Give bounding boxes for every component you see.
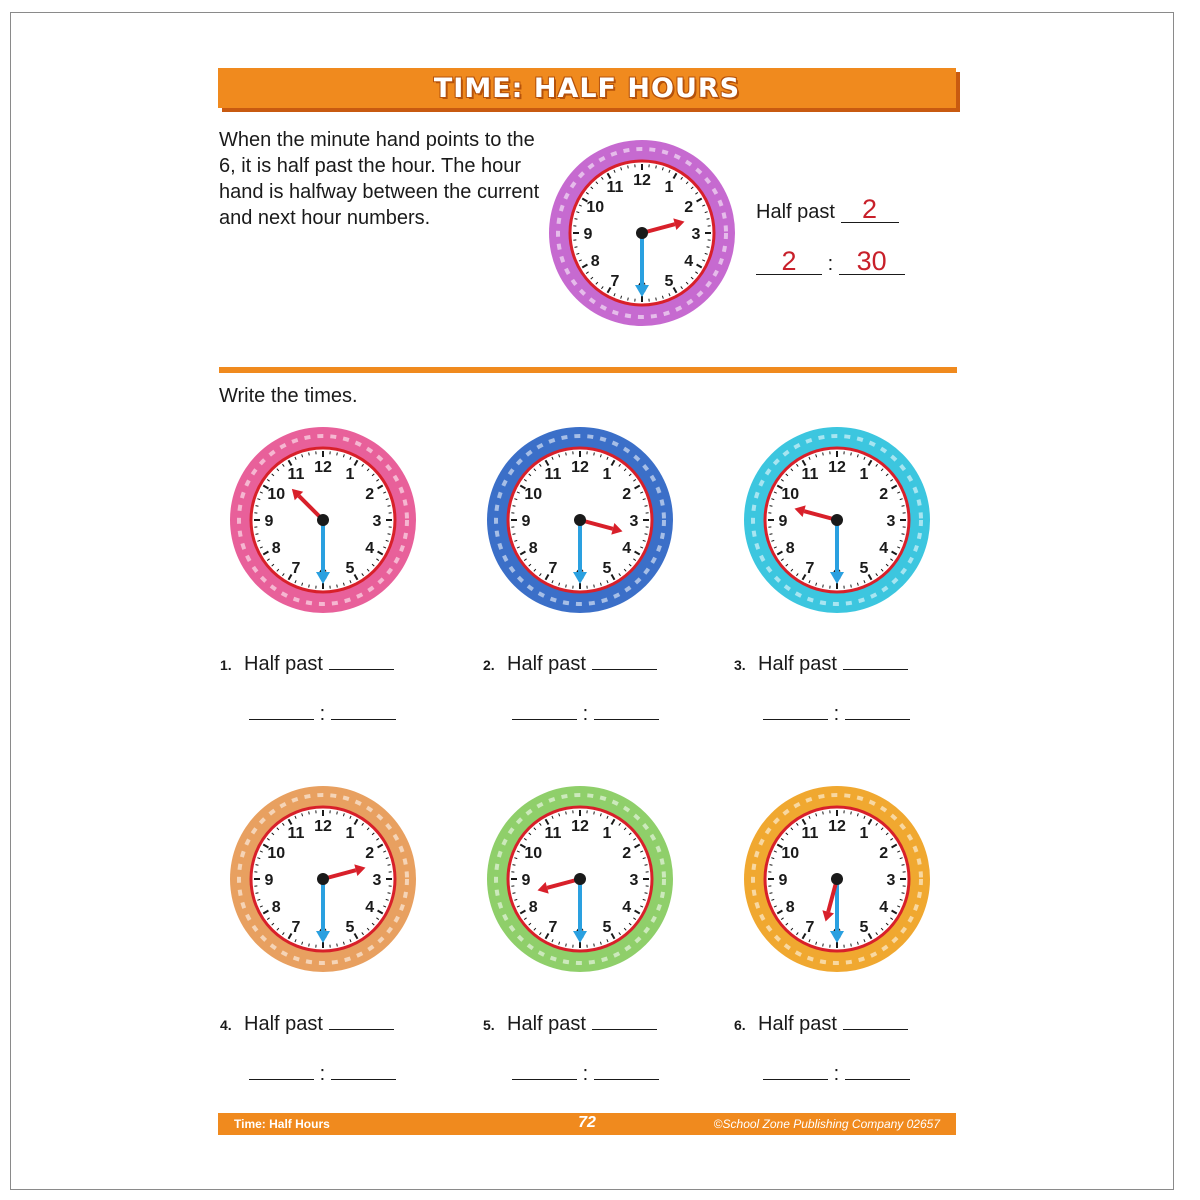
example-half-past-answer: 2	[841, 196, 899, 223]
clock-number: 9	[264, 872, 274, 889]
clock-number: 12	[633, 172, 651, 189]
example-digital-line	[756, 248, 905, 276]
question-number: 6.	[734, 1017, 746, 1033]
tick-mark	[256, 534, 259, 535]
clock-number: 8	[271, 899, 281, 916]
tick-mark	[707, 247, 710, 248]
clock-number: 3	[886, 872, 896, 889]
question-number: 5.	[483, 1017, 495, 1033]
question-2-digital	[512, 703, 659, 726]
title-banner	[218, 68, 956, 108]
answer-blank[interactable]	[843, 1029, 908, 1030]
minute-blank[interactable]	[594, 1079, 659, 1080]
clock-number: 3	[691, 226, 701, 243]
tick-mark	[628, 298, 629, 301]
hour-blank[interactable]	[249, 719, 314, 720]
answer-blank[interactable]	[329, 669, 394, 670]
tick-mark	[770, 506, 773, 507]
tick-mark	[309, 812, 310, 815]
tick-mark	[337, 944, 338, 947]
tick-mark	[337, 585, 338, 588]
half-past-label: Half past	[507, 1013, 586, 1035]
clock-number: 5	[345, 559, 355, 577]
hour-blank[interactable]	[763, 1079, 828, 1080]
clock-number: 9	[583, 226, 593, 243]
clock-center-pin	[636, 227, 648, 239]
tick-mark	[513, 865, 516, 866]
clock-question-2	[485, 425, 675, 615]
clock-number: 9	[521, 872, 531, 889]
clock-center-pin	[317, 514, 329, 526]
tick-mark	[566, 944, 567, 947]
tick-mark	[388, 506, 391, 507]
tick-mark	[851, 585, 852, 588]
clock-number: 7	[610, 272, 620, 290]
tick-mark	[770, 865, 773, 866]
clock-number: 4	[879, 540, 889, 557]
colon: :	[833, 1063, 840, 1085]
tick-mark	[594, 944, 595, 947]
question-number: 2.	[483, 657, 495, 673]
example-half-past-line	[756, 196, 899, 224]
colon: :	[582, 1063, 589, 1085]
question-1-digital	[249, 703, 396, 726]
tick-mark	[656, 166, 657, 169]
clock-number: 4	[622, 899, 632, 916]
tick-mark	[902, 506, 905, 507]
tick-mark	[902, 534, 905, 535]
tick-mark	[566, 812, 567, 815]
tick-mark	[770, 534, 773, 535]
question-number: 3.	[734, 657, 746, 673]
colon: :	[319, 1063, 326, 1085]
answer-blank[interactable]	[843, 669, 908, 670]
half-past-label: Half past	[244, 653, 323, 675]
clock-number: 10	[524, 486, 543, 503]
clock-number: 12	[571, 818, 589, 835]
clock-number: 4	[684, 253, 694, 270]
tick-mark	[513, 893, 516, 894]
half-past-label: Half past	[758, 653, 837, 675]
clock-number: 11	[544, 466, 562, 484]
clock-number: 12	[828, 818, 846, 835]
tick-mark	[628, 166, 629, 169]
clock-number: 9	[264, 513, 274, 530]
clock-number: 12	[571, 459, 589, 476]
tick-mark	[823, 585, 824, 588]
hour-blank[interactable]	[763, 719, 828, 720]
question-3-half-past	[734, 653, 908, 676]
clock-number: 3	[886, 513, 896, 530]
clock-number: 11	[801, 825, 819, 843]
page-number: 72	[578, 1114, 596, 1131]
clock-question-6	[742, 784, 932, 974]
tick-mark	[256, 506, 259, 507]
page-title: TIME: HALF HOURS	[433, 72, 741, 104]
clock-number: 10	[781, 486, 800, 503]
question-2-half-past	[483, 653, 657, 676]
clock-number: 10	[524, 845, 543, 862]
clock-number: 2	[879, 486, 889, 503]
tick-mark	[309, 585, 310, 588]
clock-number: 12	[828, 459, 846, 476]
footer-bar	[218, 1113, 956, 1135]
clock-number: 12	[314, 459, 332, 476]
hour-blank[interactable]	[512, 1079, 577, 1080]
clock-number: 4	[365, 899, 375, 916]
clock-number: 1	[664, 179, 674, 197]
clock-number: 8	[528, 899, 538, 916]
colon: :	[582, 703, 589, 725]
clock-number: 5	[602, 559, 612, 577]
question-5-half-past	[483, 1013, 657, 1036]
colon: :	[319, 703, 326, 725]
clock-number: 4	[879, 899, 889, 916]
clock-number: 5	[859, 559, 869, 577]
clock-number: 8	[785, 899, 795, 916]
clock-number: 2	[684, 199, 694, 216]
question-number: 4.	[220, 1017, 232, 1033]
question-4-half-past	[220, 1013, 394, 1036]
clock-number: 11	[287, 466, 305, 484]
answer-blank[interactable]	[592, 669, 657, 670]
tick-mark	[256, 893, 259, 894]
clock-number: 1	[859, 825, 869, 843]
tick-mark	[770, 893, 773, 894]
clock-number: 1	[345, 825, 355, 843]
clock-number: 11	[801, 466, 819, 484]
clock-center-pin	[574, 873, 586, 885]
tick-mark	[851, 812, 852, 815]
minute-blank[interactable]	[594, 719, 659, 720]
tick-mark	[309, 944, 310, 947]
question-5-digital	[512, 1063, 659, 1086]
clock-number: 8	[271, 540, 281, 557]
example-hour-answer: 2	[756, 248, 822, 275]
clock-number: 3	[629, 872, 639, 889]
clock-question-3	[742, 425, 932, 615]
minute-blank[interactable]	[845, 1079, 910, 1080]
tick-mark	[594, 585, 595, 588]
half-past-label: Half past	[758, 1013, 837, 1035]
hour-blank[interactable]	[249, 1079, 314, 1080]
clock-number: 9	[521, 513, 531, 530]
clock-number: 7	[291, 559, 301, 577]
tick-mark	[823, 812, 824, 815]
tick-mark	[388, 893, 391, 894]
clock-question-4	[228, 784, 418, 974]
clock-number: 1	[602, 466, 612, 484]
tick-mark	[823, 453, 824, 456]
clock-number: 11	[287, 825, 305, 843]
example-half-past-label: Half past	[756, 201, 835, 223]
clock-number: 10	[781, 845, 800, 862]
clock-number: 2	[622, 486, 632, 503]
clock-number: 2	[879, 845, 889, 862]
answer-blank[interactable]	[592, 1029, 657, 1030]
tick-mark	[513, 506, 516, 507]
question-number: 1.	[220, 657, 232, 673]
clock-number: 10	[586, 199, 605, 216]
tick-mark	[707, 219, 710, 220]
clock-number: 4	[365, 540, 375, 557]
tick-mark	[902, 865, 905, 866]
clock-number: 7	[548, 559, 558, 577]
half-past-label: Half past	[244, 1013, 323, 1035]
minute-blank[interactable]	[331, 1079, 396, 1080]
clock-question-1	[228, 425, 418, 615]
tick-mark	[902, 893, 905, 894]
clock-number: 7	[291, 918, 301, 936]
tick-mark	[337, 453, 338, 456]
tick-mark	[851, 944, 852, 947]
clock-number: 7	[805, 918, 815, 936]
footer-section-title: Time: Half Hours	[234, 1117, 330, 1131]
tick-mark	[656, 298, 657, 301]
minute-blank[interactable]	[845, 719, 910, 720]
example-clock	[547, 138, 737, 328]
tick-mark	[513, 534, 516, 535]
clock-number: 8	[590, 253, 600, 270]
section-divider	[219, 367, 957, 373]
instruction-text: Write the times.	[219, 385, 358, 407]
tick-mark	[566, 453, 567, 456]
tick-mark	[594, 812, 595, 815]
question-4-digital	[249, 1063, 396, 1086]
clock-center-pin	[831, 514, 843, 526]
tick-mark	[256, 865, 259, 866]
tick-mark	[594, 453, 595, 456]
clock-number: 2	[365, 845, 375, 862]
clock-number: 5	[664, 272, 674, 290]
clock-number: 2	[622, 845, 632, 862]
answer-blank[interactable]	[329, 1029, 394, 1030]
clock-number: 1	[602, 825, 612, 843]
clock-center-pin	[831, 873, 843, 885]
tick-mark	[823, 944, 824, 947]
tick-mark	[645, 534, 648, 535]
question-6-half-past	[734, 1013, 908, 1036]
tick-mark	[337, 812, 338, 815]
clock-center-pin	[317, 873, 329, 885]
tick-mark	[645, 893, 648, 894]
clock-number: 9	[778, 513, 788, 530]
clock-number: 3	[629, 513, 639, 530]
clock-number: 10	[267, 845, 286, 862]
clock-number: 5	[602, 918, 612, 936]
example-colon: :	[827, 253, 834, 275]
tick-mark	[388, 865, 391, 866]
colon: :	[833, 703, 840, 725]
question-6-digital	[763, 1063, 910, 1086]
question-3-digital	[763, 703, 910, 726]
clock-number: 2	[365, 486, 375, 503]
clock-number: 7	[805, 559, 815, 577]
intro-text: When the minute hand points to the 6, it is half past the hour. The hour hand is halfway between the current and next hour numbers.	[219, 129, 540, 229]
clock-center-pin	[574, 514, 586, 526]
clock-number: 1	[345, 466, 355, 484]
tick-mark	[575, 219, 578, 220]
clock-number: 8	[528, 540, 538, 557]
half-past-label: Half past	[507, 653, 586, 675]
clock-number: 11	[544, 825, 562, 843]
example-minute-answer: 30	[839, 248, 905, 275]
tick-mark	[645, 865, 648, 866]
clock-number: 3	[372, 513, 382, 530]
clock-number: 1	[859, 466, 869, 484]
clock-question-5	[485, 784, 675, 974]
clock-number: 7	[548, 918, 558, 936]
footer-copyright: ©School Zone Publishing Company 02657	[713, 1117, 940, 1131]
tick-mark	[645, 506, 648, 507]
question-1-half-past	[220, 653, 394, 676]
clock-number: 10	[267, 486, 286, 503]
clock-number: 4	[622, 540, 632, 557]
minute-blank[interactable]	[331, 719, 396, 720]
hour-blank[interactable]	[512, 719, 577, 720]
clock-number: 3	[372, 872, 382, 889]
tick-mark	[575, 247, 578, 248]
clock-number: 11	[606, 179, 624, 197]
clock-number: 5	[859, 918, 869, 936]
tick-mark	[309, 453, 310, 456]
tick-mark	[851, 453, 852, 456]
clock-number: 9	[778, 872, 788, 889]
clock-number: 12	[314, 818, 332, 835]
tick-mark	[388, 534, 391, 535]
tick-mark	[566, 585, 567, 588]
clock-number: 5	[345, 918, 355, 936]
clock-number: 8	[785, 540, 795, 557]
